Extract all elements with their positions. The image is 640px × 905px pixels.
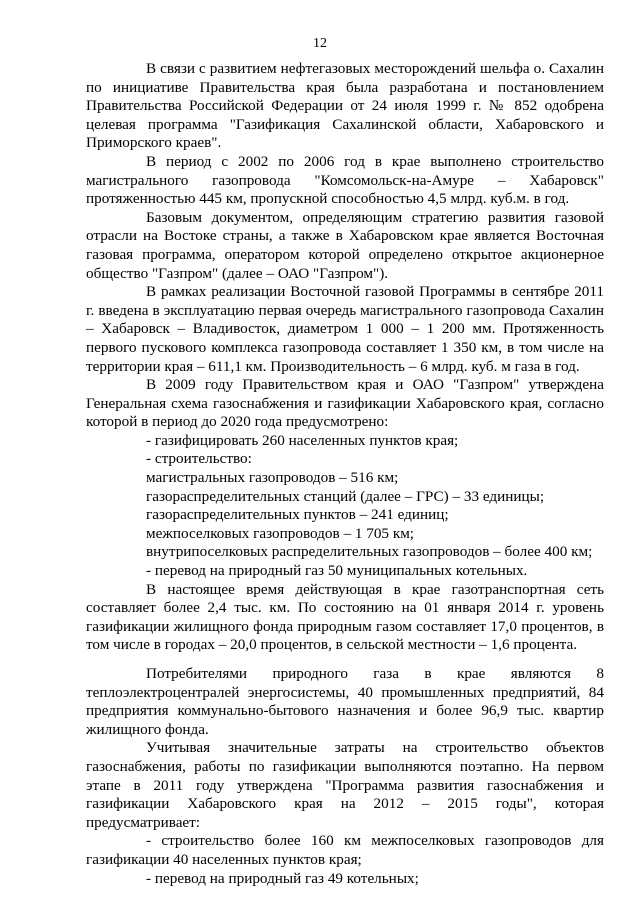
list-item: магистральных газопроводов – 516 км; [146,469,399,487]
paragraph: Учитывая значительные затраты на строительство объектов газоснабжения, работы по газификации выполняются поэтапно. На первом этапе в 2011 году утверждена "Программа развития газоснабжения и газификации Хабаровского края на 2012 – 2015 годы", которая предусматривает: [86,739,604,831]
page-number: 12 [313,36,327,51]
paragraph: Потребителями природного газа в крае являются 8 теплоэлектроцентралей энергосистемы, 40 промышленных предприятий, 84 предприятия коммунально-бытового назначения и более 96,9 тыс. квартир жилищного фонда. [86,665,604,738]
document-body [86,60,604,888]
list-item: газораспределительных станций (далее – ГРС) – 33 единицы; [146,487,545,505]
paragraph: В связи с развитием нефтегазовых месторождений шельфа о. Сахалин по инициативе Правительства края была разработана и постановлением Правительства Российской Федерации от 24 июля 1999 г. № 852 одобрена целевая программа "Газификация Сахалинской области, Хабаровского и Приморского краев". [86,60,604,152]
list-item: - перевод на природный газ 49 котельных; [146,869,419,887]
list-item: - перевод на природный газ 50 муниципальных котельных. [146,562,528,580]
list-item: газораспределительных пунктов – 241 единиц; [146,506,449,524]
paragraph: В 2009 году Правительством края и ОАО "Газпром" утверждена Генеральная схема газоснабжения и газификации Хабаровского края, согласно которой в период до 2020 года предусмотрено: [86,376,604,431]
paragraph: - строительство более 160 км межпоселковых газопроводов для газификации 40 населенных пунктов края; [86,832,604,868]
paragraph: Базовым документом, определяющим стратегию развития газовой отрасли на Востоке страны, а также в Хабаровском крае является Восточная газовая программа, оператором которой определено открытое акционерное общество "Газпром" (далее – ОАО "Газпром"). [86,208,604,282]
list-item: межпоселковых газопроводов – 1 705 км; [146,524,415,542]
paragraph: В настоящее время действующая в крае газотранспортная сеть составляет более 2,4 тыс. км. По состоянию на 01 января 2014 г. уровень газификации жилищного фонда природным газом составляет 17,0 процентов, в том числе в городах – 20,0 процентов, в сельской местности – 1,6 процента. [86,580,604,654]
paragraph: В рамках реализации Восточной газовой Программы в сентябре 2011 г. введена в эксплуатацию первая очередь магистрального газопровода Сахалин – Хабаровск – Владивосток, диаметром 1 000 – 1 200 мм. Протяженность первого пускового комплекса газопровода составляет 1 350 км, в том числе на территории края – 611,1 км. Производительность – 6 млрд. куб. м газа в год. [86,283,604,375]
paragraph: В период с 2002 по 2006 год в крае выполнено строительство магистрального газопровода "Комсомольск-на-Амуре – Хабаровск" протяженностью 445 км, пропускной способностью 4,5 млрд. куб.м. в год. [86,152,604,208]
list-item: внутрипоселковых распределительных газопроводов – более 400 км; [146,543,593,561]
list-item: - строительство: [146,450,252,468]
list-item: - газифицировать 260 населенных пунктов края; [146,431,459,449]
